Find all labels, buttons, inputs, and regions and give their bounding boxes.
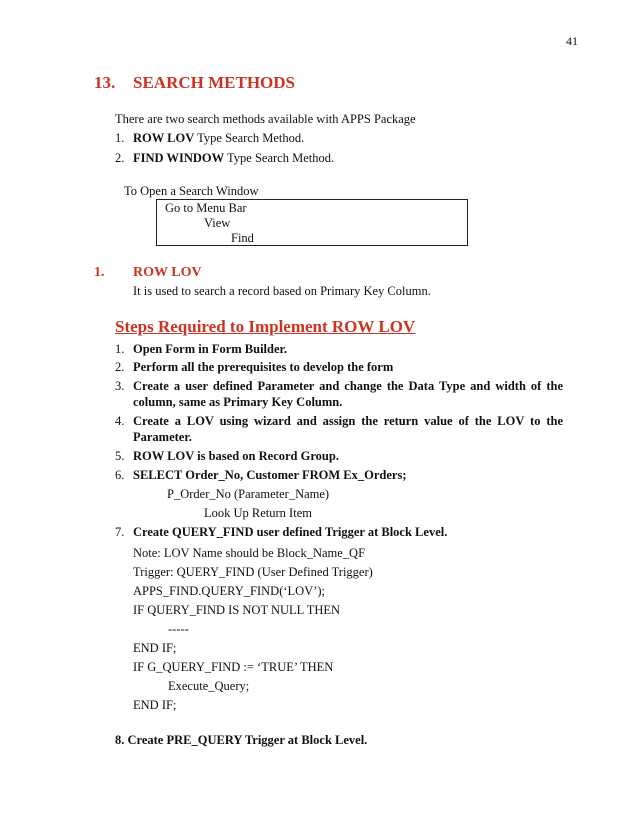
code-line: IF QUERY_FIND IS NOT NULL THEN: [133, 603, 341, 617]
step-text: Create a LOV using wizard and assign the return value of the LOV to the Parameter.: [133, 414, 563, 444]
row-lov-description: It is used to search a record based on Primary Key Column.: [133, 284, 431, 298]
intro-text: There are two search methods available with APPS Package: [115, 112, 416, 126]
step-number: 1.: [115, 342, 125, 356]
code-line: -----: [168, 622, 189, 636]
method-number: 2.: [115, 151, 125, 165]
section-number: 13.: [94, 73, 116, 92]
row-lov-number: 1.: [94, 265, 105, 280]
step-number: 2.: [115, 360, 125, 374]
row-lov-title: ROW LOV: [133, 265, 202, 280]
step-text: Create QUERY_FIND user defined Trigger at Block Level.: [133, 525, 448, 539]
menu-path-box: [156, 199, 468, 246]
method-suffix: Type Search Method.: [224, 151, 335, 165]
step-text: SELECT Order_No, Customer FROM Ex_Orders;: [133, 468, 407, 482]
code-line: END IF;: [133, 698, 177, 712]
method-item: [133, 151, 334, 167]
step-text: Perform all the prerequisites to develop the form: [133, 360, 394, 374]
code-line: Trigger: QUERY_FIND (User Defined Trigger): [133, 565, 373, 579]
step-text: ROW LOV is based on Record Group.: [133, 449, 339, 463]
step6-subline: P_Order_No (Parameter_Name): [167, 487, 330, 501]
page-number: 41: [566, 34, 578, 48]
step6-subline: Look Up Return Item: [204, 506, 312, 520]
section-title: SEARCH METHODS: [133, 73, 295, 92]
code-line: IF G_QUERY_FIND := ‘TRUE’ THEN: [133, 660, 334, 674]
steps-heading: Steps Required to Implement ROW LOV: [115, 317, 416, 336]
step-number: 6.: [115, 468, 125, 482]
method-number: 1.: [115, 131, 125, 145]
code-line: END IF;: [133, 641, 177, 655]
open-window-label: To Open a Search Window: [124, 184, 259, 198]
step-number: 4.: [115, 414, 125, 428]
method-item: [133, 131, 304, 147]
step-number: 5.: [115, 449, 125, 463]
method-name: ROW LOV: [133, 131, 195, 145]
step-text: Create a user defined Parameter and change the Data Type and width of the column, same as Primary Key Column.: [133, 379, 563, 409]
step8-text: 8. Create PRE_QUERY Trigger at Block Level.: [115, 733, 368, 747]
menu-path-step: Go to Menu Bar: [165, 201, 247, 215]
step-number: 3.: [115, 379, 125, 393]
code-line: Note: LOV Name should be Block_Name_QF: [133, 546, 366, 560]
menu-path-step: Find: [231, 231, 254, 245]
method-suffix: Type Search Method.: [194, 131, 305, 145]
code-line: Execute_Query;: [168, 679, 250, 693]
menu-path-step: View: [204, 216, 231, 230]
step-number: 7.: [115, 525, 125, 539]
code-line: APPS_FIND.QUERY_FIND(‘LOV’);: [133, 584, 326, 598]
method-name: FIND WINDOW: [133, 151, 225, 165]
step-text: Open Form in Form Builder.: [133, 342, 288, 356]
